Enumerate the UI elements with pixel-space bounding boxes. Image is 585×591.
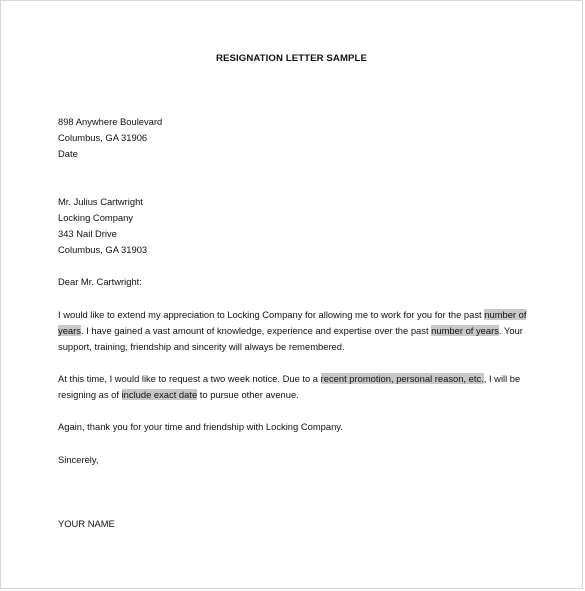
placeholder-highlight: include exact date — [121, 389, 198, 400]
paragraph1-line3: support, training, friendship and sincerity will always be remembered. — [58, 341, 345, 352]
paragraph2-text: At this time, I would like to request a two week notice. Due to a — [58, 373, 321, 384]
recipient-company: Locking Company — [58, 212, 134, 223]
placeholder-highlight: years — [58, 325, 81, 336]
recipient-city-state-zip: Columbus, GA 31903 — [58, 244, 148, 255]
paragraph2-text: , I will be — [483, 373, 521, 384]
paragraph1-text: . Your — [498, 325, 523, 336]
sender-address-line1: 898 Anywhere Boulevard — [58, 116, 163, 127]
paragraph2-text: resigning as of — [58, 389, 122, 400]
paragraph1-line1 — [58, 309, 526, 321]
letter-title: RESIGNATION LETTER SAMPLE — [215, 53, 368, 64]
paragraph1-line2 — [58, 325, 523, 337]
salutation: Dear Mr. Cartwright: — [58, 276, 142, 287]
closing: Sincerely, — [58, 454, 99, 465]
signature-name: YOUR NAME — [58, 518, 115, 529]
sender-date: Date — [58, 148, 78, 159]
paragraph2-text: to pursue other avenue. — [197, 389, 299, 400]
paragraph1-text: I would like to extend my appreciation to Locking Company for allowing me to work for you for the past — [58, 309, 485, 320]
paragraph3: Again, thank you for your time and friendship with Locking Company. — [58, 421, 343, 432]
placeholder-highlight: number of — [484, 309, 527, 320]
paragraph2-line1 — [58, 373, 520, 385]
sender-address-line2: Columbus, GA 31906 — [58, 132, 148, 143]
placeholder-highlight: recent promotion, personal reason, etc. — [320, 373, 484, 384]
paragraph2-line2 — [58, 389, 299, 401]
recipient-name: Mr. Julius Cartwright — [58, 196, 143, 207]
recipient-street: 343 Nail Drive — [58, 228, 117, 239]
paragraph1-text: . I have gained a vast amount of knowledge, experience and expertise over the past — [80, 325, 432, 336]
placeholder-highlight: number of years — [431, 325, 499, 336]
